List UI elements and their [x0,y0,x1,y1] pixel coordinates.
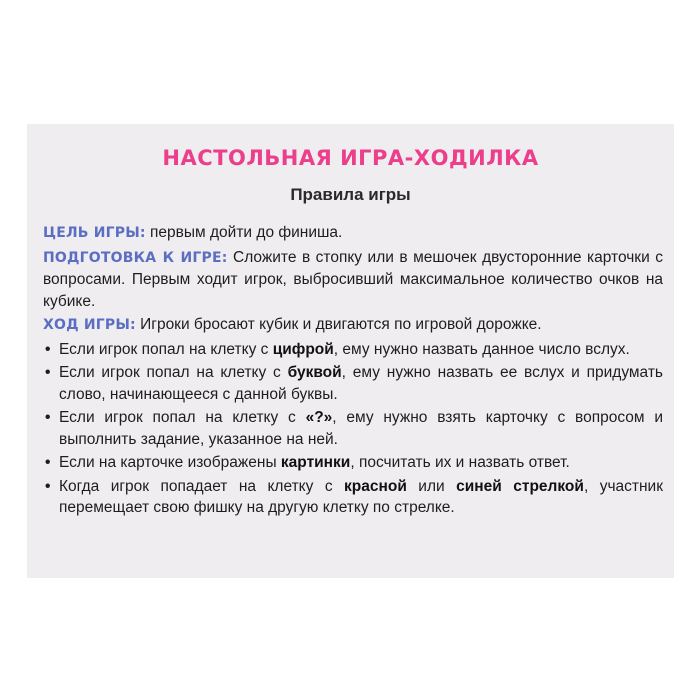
goal-paragraph [43,222,663,245]
rules-body [43,222,663,521]
bullet-icon: • [45,477,51,495]
rule-text: , ему нужно назвать данное число вслух. [333,340,630,358]
rule-text: Когда игрок попадает на клетку с [59,477,345,495]
rule-text: , посчитать их и назвать ответ. [350,454,570,471]
rule-item-pictures [43,452,663,474]
prep-text: Сложите в стопку или в мешочек двусторонние карточки с вопросами. Первым ходит игрок, выбросивший максимальное количество очков на кубике. [43,248,663,310]
bullet-icon: • [45,340,51,358]
rule-emphasis: цифрой [272,340,334,358]
rule-text: Если на карточке изображены [59,454,281,471]
rule-emphasis: красной [344,477,407,495]
card-title: НАСТОЛЬНАЯ ИГРА-ХОДИЛКА [162,146,539,170]
rule-emphasis: картинки [280,454,351,471]
rule-text: или [406,477,457,495]
rule-text: , ему нужно назвать ее вслух и придумать слово, начинающееся с данной буквы. [59,364,664,403]
rule-item-letter [43,362,663,405]
bullet-icon: • [45,364,51,381]
rule-text: , участник перемещает свою фишку на другую клетку по стрелке. [59,477,663,516]
goal-label: ЦЕЛЬ ИГРЫ: [43,225,146,241]
rule-item-digit [43,339,663,361]
move-text: Игроки бросают кубик и двигаются по игровой дорожке. [135,316,542,333]
rule-emphasis: синей стрелкой [456,477,584,495]
prep-paragraph [43,247,663,313]
bullet-icon: • [45,454,51,471]
rule-text: Если игрок попал на клетку с [59,409,306,426]
prep-label: ПОДГОТОВКА К ИГРЕ: [43,249,228,266]
rule-item-arrows [43,476,663,519]
rule-emphasis: «?» [305,409,333,426]
rule-emphasis: буквой [287,364,342,381]
rule-item-question [43,407,663,450]
move-label: ХОД ИГРЫ: [43,317,136,333]
bullet-icon: • [45,409,51,426]
card-subtitle: Правила игры [290,185,411,204]
move-paragraph [43,314,663,337]
rules-list [43,339,663,519]
goal-text: первым дойти до финиша. [145,224,343,241]
rules-card [27,124,674,578]
rule-text: Если игрок попал на клетку с [59,340,273,358]
rule-text: Если игрок попал на клетку с [59,364,288,381]
rule-text: , ему нужно взять карточку с вопросом и выполнить задание, указанное на ней. [59,409,663,448]
